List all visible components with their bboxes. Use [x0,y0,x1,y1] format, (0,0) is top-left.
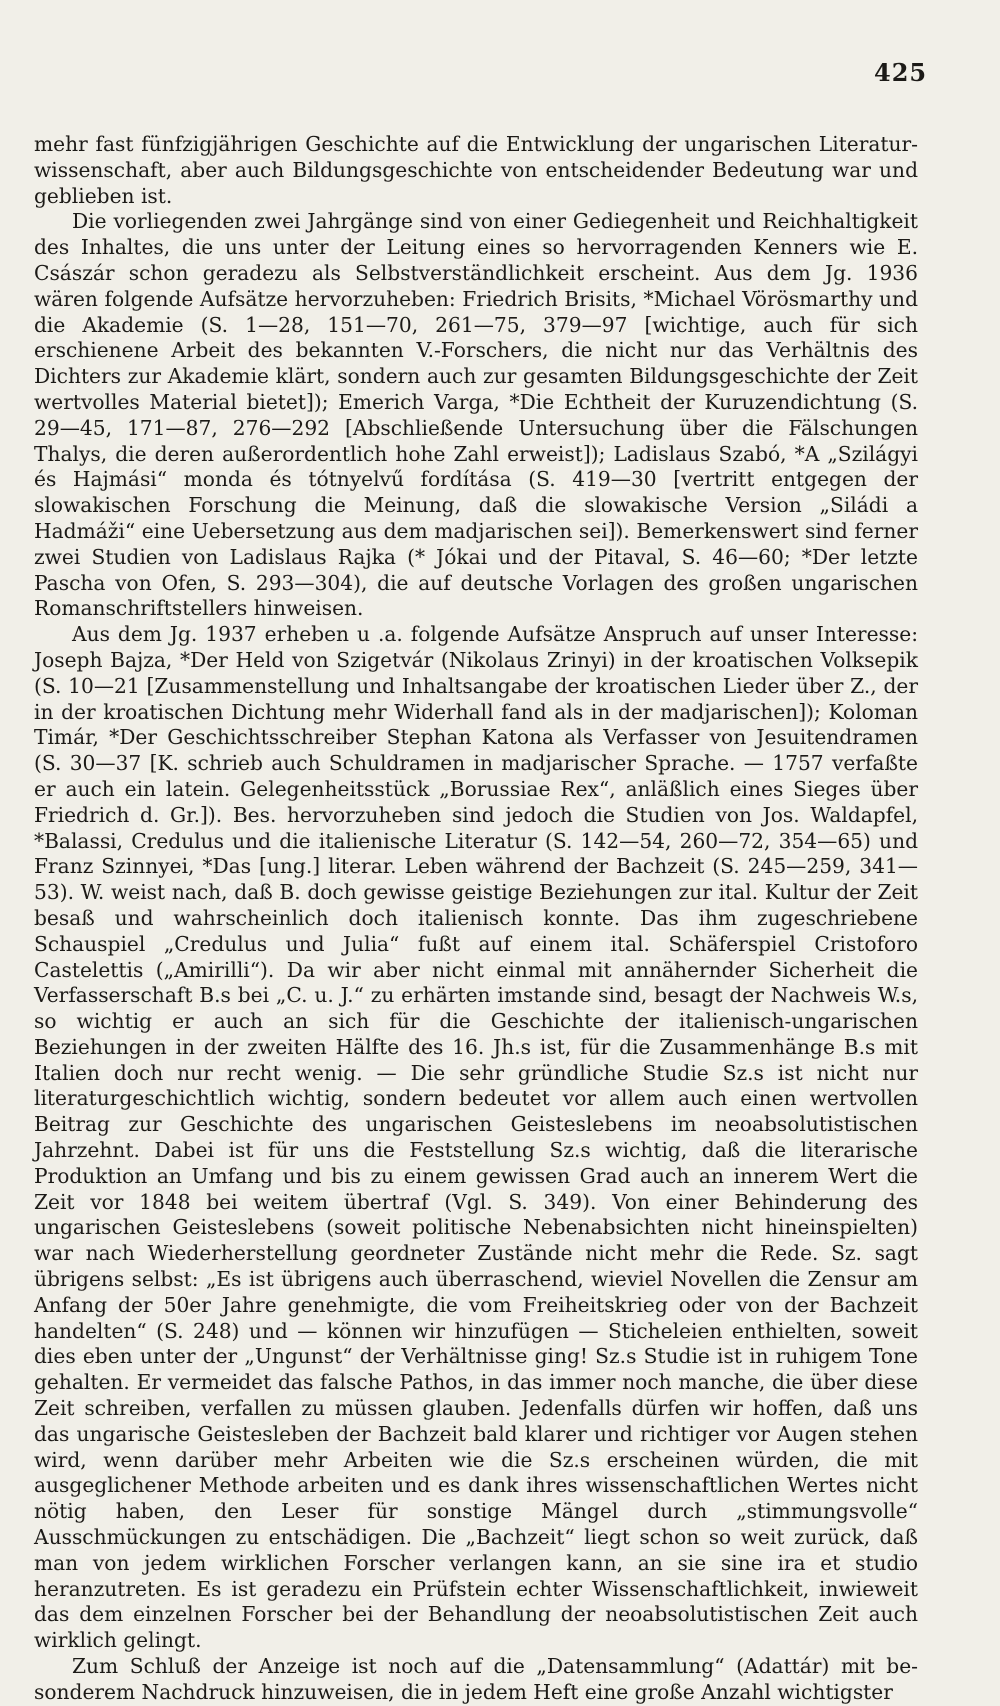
paragraph-continuation: mehr fast fünfzigjährigen Geschichte auf die Entwicklung der ungarischen Literaturwissenschaft, aber auch Bildungsgeschichte von entscheidender Bedeutung war und geblieben ist. [34,132,918,208]
paragraph-jahrgang-1936: Die vorliegenden zwei Jahrgänge sind von einer Gediegenheit und Reichhaltigkeit des Inhaltes, die uns unter der Leitung eines so hervorragenden Kenners wie E. Császár schon geradezu als Selbstverständlichkeit erscheint. Aus dem Jg. 1936 wären folgende Aufsätze hervorzuheben: Friedrich Brisits, *Michael Vörösmarthy und die Akademie (S. 1—28, 151—70, 261—75, 379—97 [wichtige, auch für sich erschienene Arbeit des bekannten V.-Forschers, die nicht nur das Verhältnis des Dichters zur Akademie klärt, sondern auch zur gesamten Bildungsgeschichte der Zeit wertvolles Material bietet]); Emerich Varga, *Die Echtheit der Kuruzendichtung (S. 29—45, 171—87, 276—292 [Abschließende Untersuchung über die Fälschungen Thalys, die deren außerordentlich hohe Zahl erweist]); Ladislaus Szabó, *A „Szilágyi és Hajmási“ monda és tótnyelvű fordítása (S. 419—30 [vertritt entgegen der slowakischen Forschung die Meinung, daß die slowakische Version „Siládi a Hadmáži“ eine Uebersetzung aus dem madjarischen sei]). Bemerkenswert sind ferner zwei Studien von Ladislaus Rajka (* Jókai und der Pitaval, S. 46—60; *Der letzte Pascha von Ofen, S. 293—304), die auf deutsche Vorlagen des großen ungarischen Romanschriftstellers hinweisen. [34,209,918,621]
paragraph-datensammlung: Zum Schluß der Anzeige ist noch auf die „Datensammlung“ (Adattár) mit besonderem Nachdruck hinzuweisen, die in jedem Heft eine große Anzahl wichtigster [34,1654,918,1704]
body-text [34,132,918,1706]
paragraph-jahrgang-1937: Aus dem Jg. 1937 erheben u .a. folgende Aufsätze Anspruch auf unser Interesse: Joseph Bajza, *Der Held von Szigetvár (Nikolaus Zrinyi) in der kroatischen Volksepik (S. 10—21 [Zusammenstellung und Inhaltsangabe der kroatischen Lieder über Z., der in der kroatischen Dichtung mehr Widerhall fand als in der madjarischen]); Koloman Timár, *Der Geschichtsschreiber Stephan Katona als Verfasser von Jesuitendramen (S. 30—37 [K. schrieb auch Schuldramen in madjarischer Sprache. — 1757 verfaßte er auch ein latein. Gelegenheitsstück „Borussiae Rex“, anläßlich eines Sieges über Friedrich d. Gr.]). Bes. hervorzuheben sind jedoch die Studien von Jos. Waldapfel, *Balassi, Credulus und die italienische Literatur (S. 142—54, 260—72, 354—65) und Franz Szinnyei, *Das [ung.] literar. Leben während der Bachzeit (S. 245—259, 341—53). W. weist nach, daß B. doch gewisse geistige Beziehungen zur ital. Kultur der Zeit besaß und wahrscheinlich doch italienisch konnte. Das ihm zugeschriebene Schauspiel „Credulus und Julia“ fußt auf einem ital. Schäferspiel Cristoforo Castelettis („Amirilli“). Da wir aber nicht einmal mit annähernder Sicherheit die Verfasserschaft B.s bei „C. u. J.“ zu erhärten imstande sind, besagt der Nachweis W.s, so wichtig er auch an sich für die Geschichte der italienisch-ungarischen Beziehungen in der zweiten Hälfte des 16. Jh.s ist, für die Zusammenhänge B.s mit Italien doch nur recht wenig. — Die sehr gründliche Studie Sz.s ist nicht nur literaturgeschichtlich wichtig, sondern bedeutet vor allem auch einen wertvollen Beitrag zur Geschichte des ungarischen Geisteslebens im neoabsolutistischen Jahrzehnt. Dabei ist für uns die Feststellung Sz.s wichtig, daß die literarische Produktion an Umfang und bis zu einem gewissen Grad auch an innerem Wert die Zeit vor 1848 bei weitem übertraf (Vgl. S. 349). Von einer Behinderung des ungarischen Geisteslebens (soweit politische Nebenabsichten nicht hineinspielten) war nach Wiederherstellung geordneter Zustände nicht mehr die Rede. Sz. sagt übrigens selbst: „Es ist übrigens auch überraschend, wieviel Novellen die Zensur am Anfang der 50er Jahre genehmigte, die vom Freiheitskrieg oder von der Bachzeit handelten“ (S. 248) und — können wir hinzufügen — Sticheleien enthielten, soweit dies eben unter der „Ungunst“ der Verhältnisse ging! Sz.s Studie ist in ruhigem Tone gehalten. Er vermeidet das falsche Pathos, in das immer noch manche, die über diese Zeit schreiben, verfallen zu müssen glauben. Jedenfalls dürfen wir hoffen, daß uns das ungarische Geistesleben der Bachzeit bald klarer und richtiger vor Augen stehen wird, wenn darüber mehr Arbeiten wie die Sz.s erscheinen würden, die mit ausgeglichener Methode arbeiten und es dank ihres wissenschaftlichen Wertes nicht nötig haben, den Leser für sonstige Mängel durch „stimmungsvolle“ Ausschmückungen zu entschädigen. Die „Bachzeit“ liegt schon so weit zurück, daß man von jedem wirklichen Forscher verlangen kann, an sie sine ira et studio heranzutreten. Es ist geradezu ein Prüfstein echter Wissenschaftlichkeit, inwieweit das dem einzelnen Forscher bei der Behandlung der neoabsolutistischen Zeit auch wirklich gelingt. [34,622,918,1653]
page-number: 425 [874,58,928,87]
